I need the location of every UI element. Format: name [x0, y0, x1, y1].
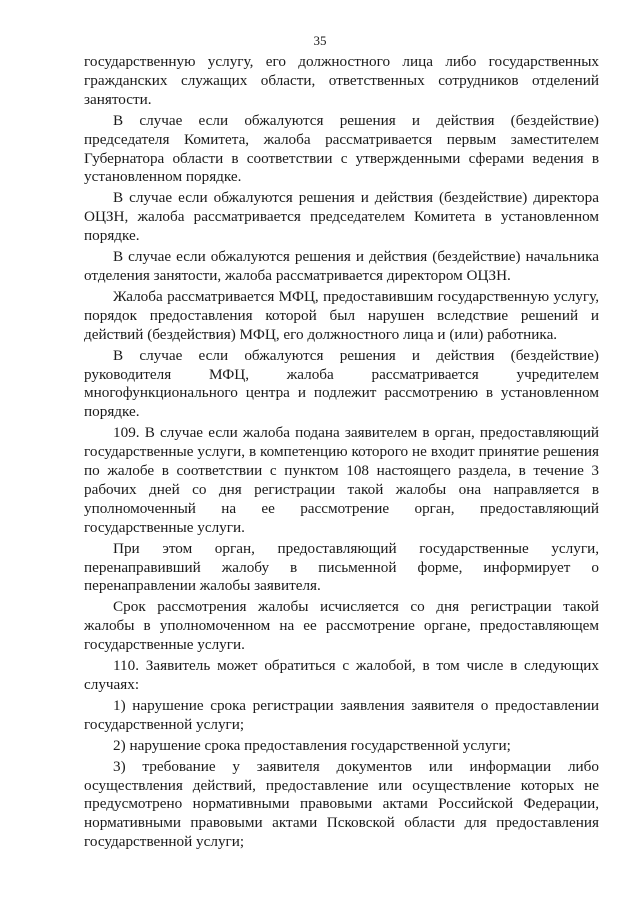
- paragraph: В случае если обжалуются решения и действия (бездействие) руководителя МФЦ, жалоба рассматривается учредителем многофункционального центра и подлежит рассмотрению в установленном порядке.: [84, 346, 599, 421]
- paragraph-continuation: государственную услугу, его должностного лица либо государственных гражданских служащих области, ответственных сотрудников отделений занятости.: [84, 53, 599, 108]
- paragraph-item-110: 110. Заявитель может обратиться с жалобой, в том числе в следующих случаях:: [84, 657, 599, 693]
- paragraph: В случае если обжалуются решения и действия (бездействие) начальника отделения занятости, жалоба рассматривается директором ОЦЗН.: [84, 248, 599, 284]
- paragraph-item-109: 109. В случае если жалоба подана заявителем в орган, предоставляющий государственные услуги, в компетенцию которого не входит принятие решения по жалобе в соответствии с пунктом 108 настоящего раздела, в течение 3 рабочих дней со дня регистрации такой жалобы она направляется в уполномоченный на ее рассмотрение орган, предоставляющий государственные услуги.: [84, 424, 599, 536]
- list-item: 3) требование у заявителя документов или информации либо осуществления действий, предоставление или осуществление которых не предусмотрено нормативными правовыми актами Российской Федерации, нормативными правовыми актами Псковской области для предоставления государственной услуги;: [84, 757, 599, 851]
- paragraph: Срок рассмотрения жалобы исчисляется со дня регистрации такой жалобы в уполномоченном на ее рассмотрение органе, предоставляющем государственные услуги.: [84, 598, 599, 654]
- list-item: 1) нарушение срока регистрации заявления заявителя о предоставлении государственной услуги;: [84, 696, 599, 733]
- document-body: [84, 53, 599, 854]
- paragraph: В случае если обжалуются решения и действия (бездействие) председателя Комитета, жалоба рассматривается первым заместителем Губернатора области в соответствии с утвержденными сферами ведения в установленном порядке.: [84, 111, 599, 186]
- list-item: 2) нарушение срока предоставления государственной услуги;: [113, 736, 511, 754]
- paragraph: В случае если обжалуются решения и действия (бездействие) директора ОЦЗН, жалоба рассматривается председателем Комитета в установленном порядке.: [84, 189, 599, 245]
- paragraph: Жалоба рассматривается МФЦ, предоставившим государственную услугу, порядок предоставления которой был нарушен вследствие решений и действий (бездействия) МФЦ, его должностного лица и (или) работника.: [84, 287, 599, 343]
- paragraph: При этом орган, предоставляющий государственные услуги, перенаправивший жалобу в письменной форме, информирует о перенаправлении жалобы заявителя.: [84, 539, 599, 595]
- page-number: 35: [313, 33, 327, 48]
